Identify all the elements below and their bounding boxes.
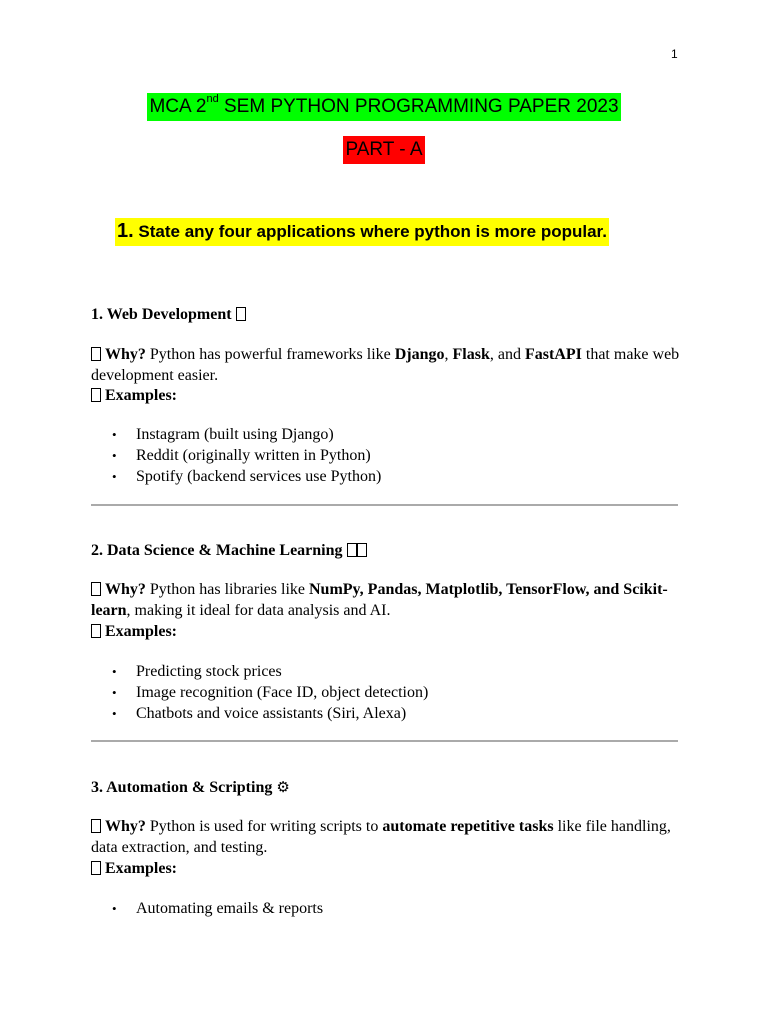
pin-icon bbox=[91, 861, 101, 875]
checkmark-icon bbox=[91, 582, 101, 596]
section-divider bbox=[91, 740, 678, 742]
question-text: State any four applications where python is more popular. bbox=[138, 222, 607, 241]
section-heading-web: 1. Web Development bbox=[91, 304, 681, 325]
pin-icon bbox=[91, 388, 101, 402]
title-prefix: MCA 2 bbox=[149, 96, 207, 117]
gear-icon: ⚙ bbox=[276, 778, 290, 796]
section-why-data-science: Why? Python has libraries like NumPy, Pandas, Matplotlib, TensorFlow, and Scikit-learn, making it ideal for data analysis and AI. bbox=[91, 581, 668, 619]
page-number: 1 bbox=[671, 47, 678, 61]
examples-label-automation: Examples: bbox=[91, 858, 681, 879]
section-why-web: Why? Python has powerful frameworks like Django, Flask, and FastAPI that make web development easier. bbox=[91, 346, 680, 384]
question-number: 1. bbox=[117, 220, 134, 242]
examples-list-automation bbox=[91, 898, 323, 919]
part-label-wrap bbox=[0, 139, 768, 161]
title-superscript: nd bbox=[206, 93, 219, 105]
title-rest: SEM PYTHON PROGRAMMING PAPER 2023 bbox=[218, 96, 619, 117]
list-item: • Automating emails & reports bbox=[91, 898, 323, 919]
chart-icon bbox=[347, 543, 357, 557]
list-item: • Image recognition (Face ID, object detection) bbox=[91, 682, 428, 703]
pin-icon bbox=[91, 624, 101, 638]
list-item: • Reddit (originally written in Python) bbox=[91, 445, 381, 466]
section-heading-automation: 3. Automation & Scripting ⚙ bbox=[91, 778, 290, 796]
question-1 bbox=[115, 218, 609, 246]
globe-icon bbox=[236, 307, 246, 321]
checkmark-icon bbox=[91, 819, 101, 833]
section-why-automation: Why? Python is used for writing scripts to automate repetitive tasks like file handling, data extraction, and testing. bbox=[91, 818, 671, 856]
checkmark-icon bbox=[91, 347, 101, 361]
section-divider bbox=[91, 504, 678, 506]
section-heading-data-science: 2. Data Science & Machine Learning bbox=[91, 540, 681, 561]
list-item: • Chatbots and voice assistants (Siri, Alexa) bbox=[91, 703, 428, 724]
robot-icon bbox=[357, 543, 367, 557]
part-label: PART - A bbox=[343, 136, 424, 164]
examples-label-web: Examples: bbox=[91, 385, 681, 406]
examples-list-web bbox=[91, 424, 381, 487]
list-item: • Instagram (built using Django) bbox=[91, 424, 381, 445]
examples-label-data-science: Examples: bbox=[91, 621, 681, 642]
list-item: • Predicting stock prices bbox=[91, 661, 428, 682]
paper-title bbox=[147, 93, 620, 121]
list-item: • Spotify (backend services use Python) bbox=[91, 466, 381, 487]
examples-list-data-science bbox=[91, 661, 428, 724]
paper-title-wrap bbox=[0, 93, 768, 118]
